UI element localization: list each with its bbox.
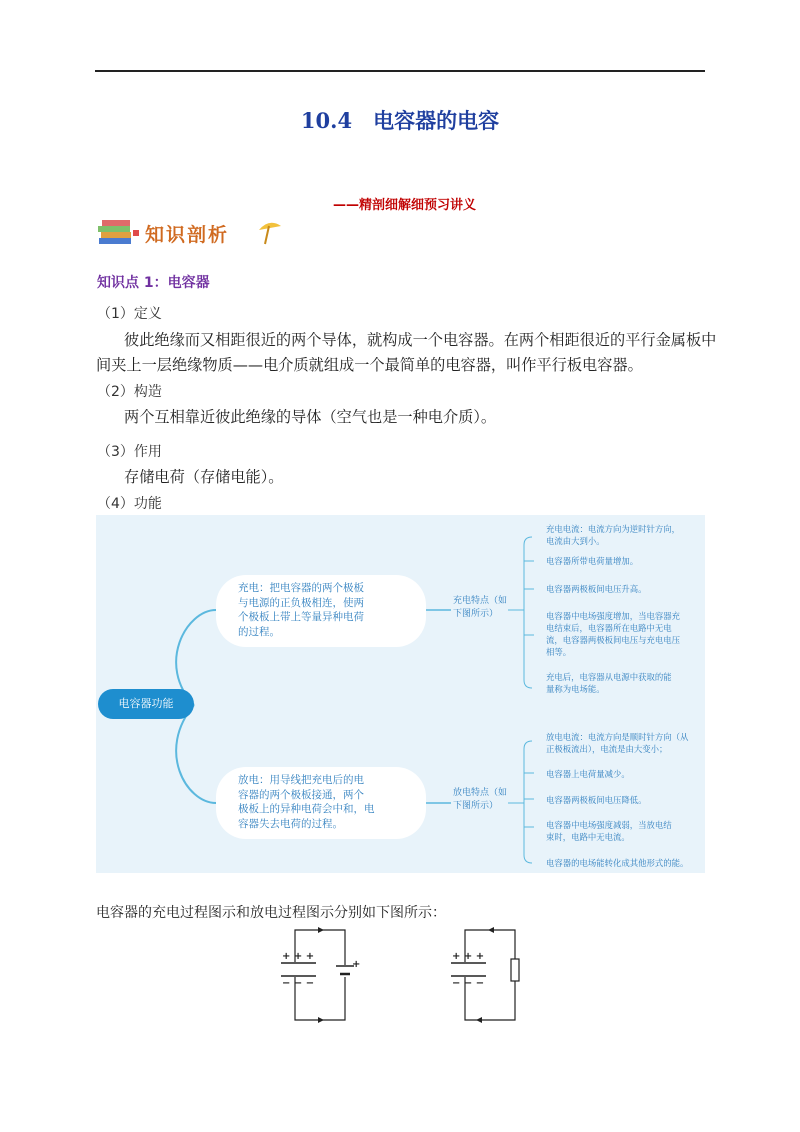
top-rule bbox=[95, 70, 705, 72]
function-heading: （3）作用 bbox=[97, 444, 162, 460]
charge-item-line: 相等。 bbox=[546, 647, 572, 657]
charge-item bbox=[546, 671, 672, 695]
charge-item-line: 电流由大到小。 bbox=[546, 536, 605, 546]
charge-node-line: 的过程。 bbox=[238, 625, 280, 638]
charge-feature-line: 充电特点（如 bbox=[453, 596, 508, 606]
discharge-item-line: 束时，电路中无电流。 bbox=[546, 832, 630, 842]
charge-item-line: 流，电容器两极板间电压与充电电压 bbox=[546, 635, 680, 645]
charge-item bbox=[546, 555, 638, 567]
discharge-item bbox=[546, 819, 672, 843]
charging-circuit-diagram bbox=[278, 925, 368, 1025]
charge-node bbox=[238, 581, 418, 639]
capability-heading: （4）功能 bbox=[97, 496, 162, 512]
charge-node-line: 个极板上带上等量异种电荷 bbox=[238, 611, 364, 623]
charge-item-line: 电容器两极板间电压升高。 bbox=[546, 584, 647, 594]
discharging-circuit bbox=[448, 925, 528, 1025]
charge-item bbox=[546, 583, 647, 595]
discharge-node-line: 容器的两个极板接通，两个 bbox=[238, 788, 364, 801]
charge-item-line: 充电电流：电流方向为逆时针方向， bbox=[546, 524, 680, 534]
charging-circuit bbox=[278, 925, 368, 1025]
charge-item bbox=[546, 610, 680, 658]
discharge-node-line: 极板上的异种电荷会中和，电 bbox=[238, 803, 375, 815]
discharge-item-line: 放电电流：电流方向是顺时针方向（从 bbox=[546, 732, 689, 742]
discharge-item bbox=[546, 794, 647, 806]
function-text: 存储电荷（存储电能）。 bbox=[124, 468, 284, 486]
charge-bottom-plate-sign: − − − bbox=[282, 978, 315, 989]
structure-heading: （2）构造 bbox=[97, 384, 162, 400]
charge-item-line: 电容器中电场强度增加，当电容器充 bbox=[546, 611, 680, 621]
resistor-icon bbox=[511, 959, 519, 981]
discharge-feature-line: 放电特点（如 bbox=[453, 788, 508, 798]
mindmap bbox=[96, 515, 705, 873]
definition-line-1: 彼此绝缘而又相距很近的两个导体，就构成一个电容器。在两个相距很近的平行金属板中 bbox=[124, 331, 717, 349]
discharge-top-plate-sign: + + + bbox=[452, 951, 485, 962]
page-title: 10.4 电容器的电容 bbox=[300, 108, 500, 133]
charge-item bbox=[546, 523, 680, 547]
definition-heading: （1）定义 bbox=[97, 306, 162, 322]
discharge-item bbox=[546, 768, 630, 780]
discharge-feature-label bbox=[453, 787, 507, 813]
charge-top-plate-sign: + + + bbox=[282, 951, 315, 962]
structure-text: 两个互相靠近彼此绝缘的导体（空气也是一种电介质）。 bbox=[124, 408, 497, 426]
discharge-bottom-plate-sign: − − − bbox=[452, 978, 485, 989]
charge-feature-line: 下图所示） bbox=[453, 609, 499, 619]
battery-sign: + bbox=[352, 959, 361, 970]
charge-item-line: 电容器所带电荷量增加。 bbox=[546, 556, 639, 566]
discharge-node-line: 容器失去电荷的过程。 bbox=[238, 817, 343, 830]
discharge-item bbox=[546, 731, 688, 755]
discharge-item-line: 电容器中电场强度减弱，当放电结 bbox=[546, 820, 672, 830]
root-node: 电容器功能 bbox=[118, 697, 174, 710]
discharge-item-line: 电容器上电荷量减少。 bbox=[546, 769, 630, 779]
banner-label: 知识剖析 bbox=[145, 224, 230, 246]
charge-node-line: 与电源的正负极相连，使两 bbox=[238, 596, 364, 609]
subtitle-text: ——精剖细解细预习讲义 bbox=[332, 198, 476, 213]
umbrella-icon bbox=[259, 223, 281, 230]
discharge-item-line: 电容器的电场能转化成其他形式的能。 bbox=[546, 858, 689, 868]
discharge-item-line: 正极板流出），电流是由大变小； bbox=[546, 744, 668, 754]
discharge-node-line: 放电：用导线把充电后的电 bbox=[238, 774, 364, 786]
circuit-caption: 电容器的充电过程图示和放电过程图示分别如下图所示： bbox=[96, 905, 446, 921]
discharge-node bbox=[238, 773, 422, 831]
charge-item-line: 电结束后，电容器所在电路中无电 bbox=[546, 623, 672, 633]
charge-node-line: 充电：把电容器的两个极板 bbox=[238, 582, 364, 594]
charge-item-line: 量称为电场能。 bbox=[546, 684, 605, 694]
section-banner bbox=[97, 216, 297, 250]
charge-item-line: 充电后，电容器从电源中获取的能 bbox=[546, 672, 672, 682]
discharging-circuit-diagram bbox=[448, 925, 528, 1025]
charge-feature-label bbox=[453, 595, 507, 621]
knowledge-point-heading: 知识点 1：电容器 bbox=[97, 275, 210, 291]
discharge-item bbox=[546, 857, 688, 869]
discharge-item-line: 电容器两极板间电压降低。 bbox=[546, 795, 647, 805]
definition-line-2: 间夹上一层绝缘物质——电介质就组成一个最简单的电容器，叫作平行板电容器。 bbox=[96, 356, 643, 374]
discharge-feature-line: 下图所示） bbox=[453, 801, 499, 811]
